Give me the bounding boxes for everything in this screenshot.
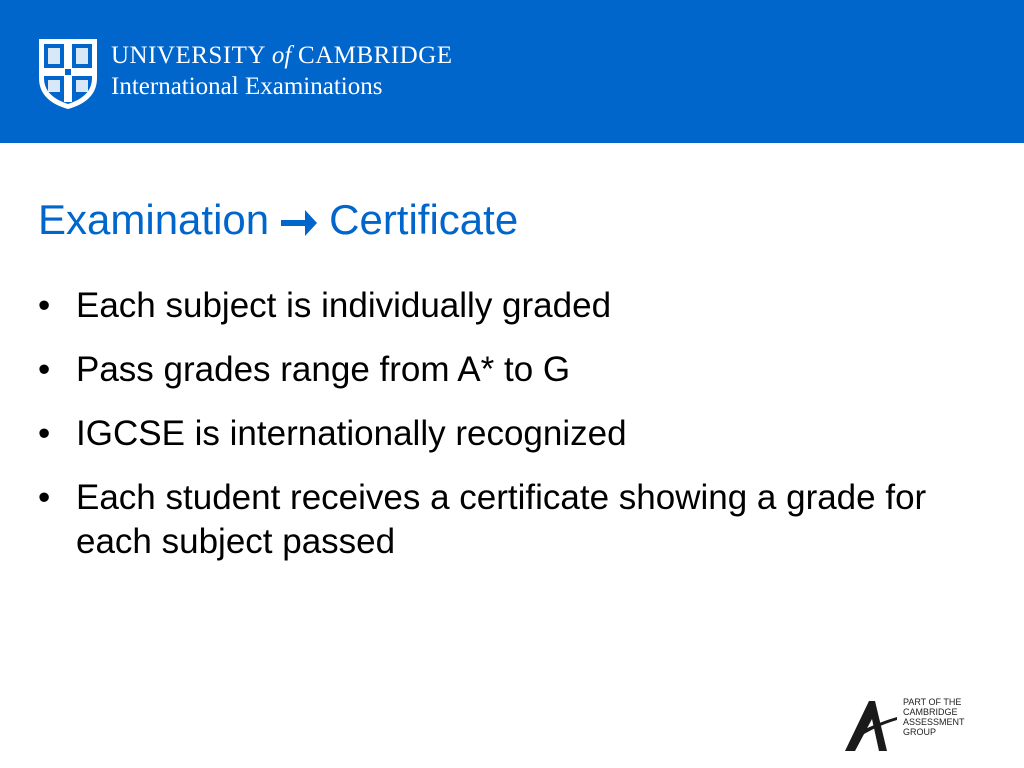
cambridge-assessment-a-logo-icon: [843, 697, 899, 753]
bullet-text: Each subject is individually graded: [76, 286, 612, 325]
footer-text-line2: CAMBRIDGE ASSESSMENT: [903, 707, 965, 727]
brand-of: of: [271, 42, 292, 69]
slide-title: [38, 196, 518, 244]
bullet-item: [38, 284, 998, 328]
title-right-text: Certificate: [329, 196, 519, 243]
bullet-dot: •: [38, 414, 51, 453]
brand-name-line1: [111, 41, 453, 71]
brand-name-line2: International Examinations: [111, 73, 383, 100]
bullet-text: Pass grades range from A* to G: [76, 350, 571, 389]
right-arrow-icon: [279, 206, 319, 240]
university-crest-icon: [38, 38, 98, 110]
bullet-item: [38, 412, 998, 456]
brand-university: UNIVERSITY: [111, 42, 266, 69]
bullet-text: Each student receives a certificate showing a grade for each subject passed: [76, 478, 927, 561]
footer-text-line1: PART OF THE: [903, 697, 962, 707]
brand-cambridge: CAMBRIDGE: [298, 42, 453, 69]
header-banner: [0, 0, 1024, 143]
bullet-dot: •: [38, 350, 51, 389]
bullet-dot: •: [38, 286, 51, 325]
footer-text-line3: GROUP: [903, 727, 937, 737]
bullet-list: [38, 284, 998, 584]
title-left-text: Examination: [38, 196, 270, 243]
footer-group-text: [903, 697, 1013, 737]
bullet-text: IGCSE is internationally recognized: [76, 414, 627, 453]
bullet-dot: •: [38, 478, 51, 517]
bullet-item: [38, 476, 998, 564]
bullet-item: [38, 348, 998, 392]
